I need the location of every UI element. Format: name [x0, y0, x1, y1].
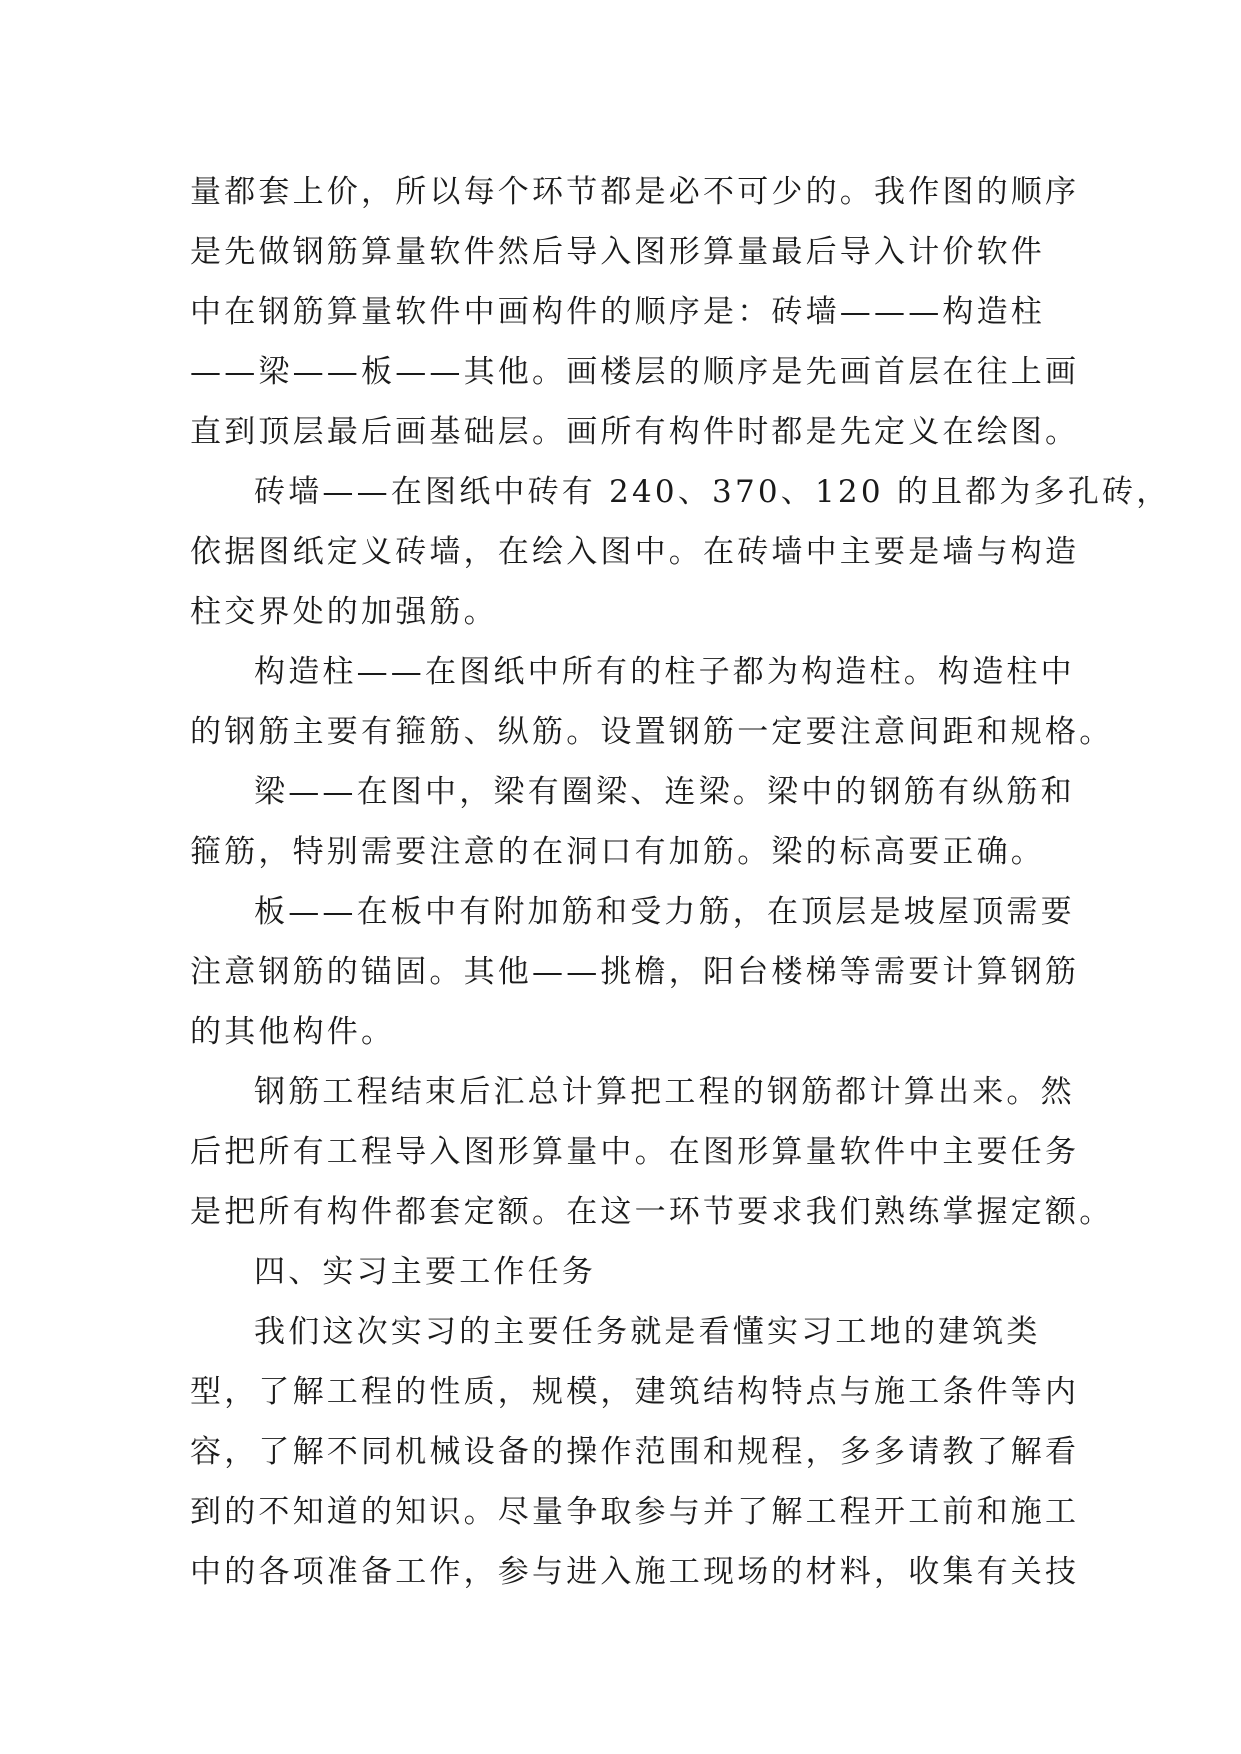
paragraph-start-line: 我们这次实习的主要任务就是看懂实习工地的建筑类 — [254, 1314, 1041, 1350]
paragraph-start-line: 砖墙——在图纸中砖有 240、370、120 的且都为多孔砖， — [254, 474, 1171, 510]
text-line: 后把所有工程导入图形算量中。在图形算量软件中主要任务 — [190, 1134, 1080, 1170]
text-line: 注意钢筋的锚固。其他——挑檐，阳台楼梯等需要计算钢筋 — [190, 954, 1080, 990]
text-line: 柱交界处的加强筋。 — [190, 594, 498, 630]
text-line: 到的不知道的知识。尽量争取参与并了解工程开工前和施工 — [190, 1494, 1080, 1530]
text-line: 箍筋，特别需要注意的在洞口有加筋。梁的标高要正确。 — [190, 834, 1045, 870]
text-line: 中的各项准备工作，参与进入施工现场的材料，收集有关技 — [190, 1554, 1080, 1590]
text-line: 型，了解工程的性质，规模，建筑结构特点与施工条件等内 — [190, 1374, 1080, 1410]
text-line: 中在钢筋算量软件中画构件的顺序是：砖墙———构造柱 — [190, 294, 1045, 330]
text-line: ——梁——板——其他。画楼层的顺序是先画首层在往上画 — [190, 354, 1080, 390]
text-line: 是把所有构件都套定额。在这一环节要求我们熟练掌握定额。 — [190, 1194, 1114, 1230]
paragraph-start-line: 构造柱——在图纸中所有的柱子都为构造柱。构造柱中 — [254, 654, 1075, 690]
text-line: 的其他构件。 — [190, 1014, 396, 1050]
text-line: 依据图纸定义砖墙，在绘入图中。在砖墙中主要是墙与构造 — [190, 534, 1080, 570]
paragraph-start-line: 板——在板中有附加筋和受力筋，在顶层是坡屋顶需要 — [254, 894, 1075, 930]
document-page — [190, 162, 1171, 1602]
text-line: 量都套上价，所以每个环节都是必不可少的。我作图的顺序 — [190, 174, 1080, 210]
text-line: 是先做钢筋算量软件然后导入图形算量最后导入计价软件 — [190, 234, 1045, 270]
text-line: 容，了解不同机械设备的操作范围和规程，多多请教了解看 — [190, 1434, 1080, 1470]
section-heading: 四、实习主要工作任务 — [254, 1254, 596, 1290]
text-line: 的钢筋主要有箍筋、纵筋。设置钢筋一定要注意间距和规格。 — [190, 714, 1114, 750]
paragraph-start-line: 钢筋工程结束后汇总计算把工程的钢筋都计算出来。然 — [254, 1074, 1075, 1110]
paragraph-start-line: 梁——在图中，梁有圈梁、连梁。梁中的钢筋有纵筋和 — [254, 774, 1075, 810]
text-line: 直到顶层最后画基础层。画所有构件时都是先定义在绘图。 — [190, 414, 1080, 450]
